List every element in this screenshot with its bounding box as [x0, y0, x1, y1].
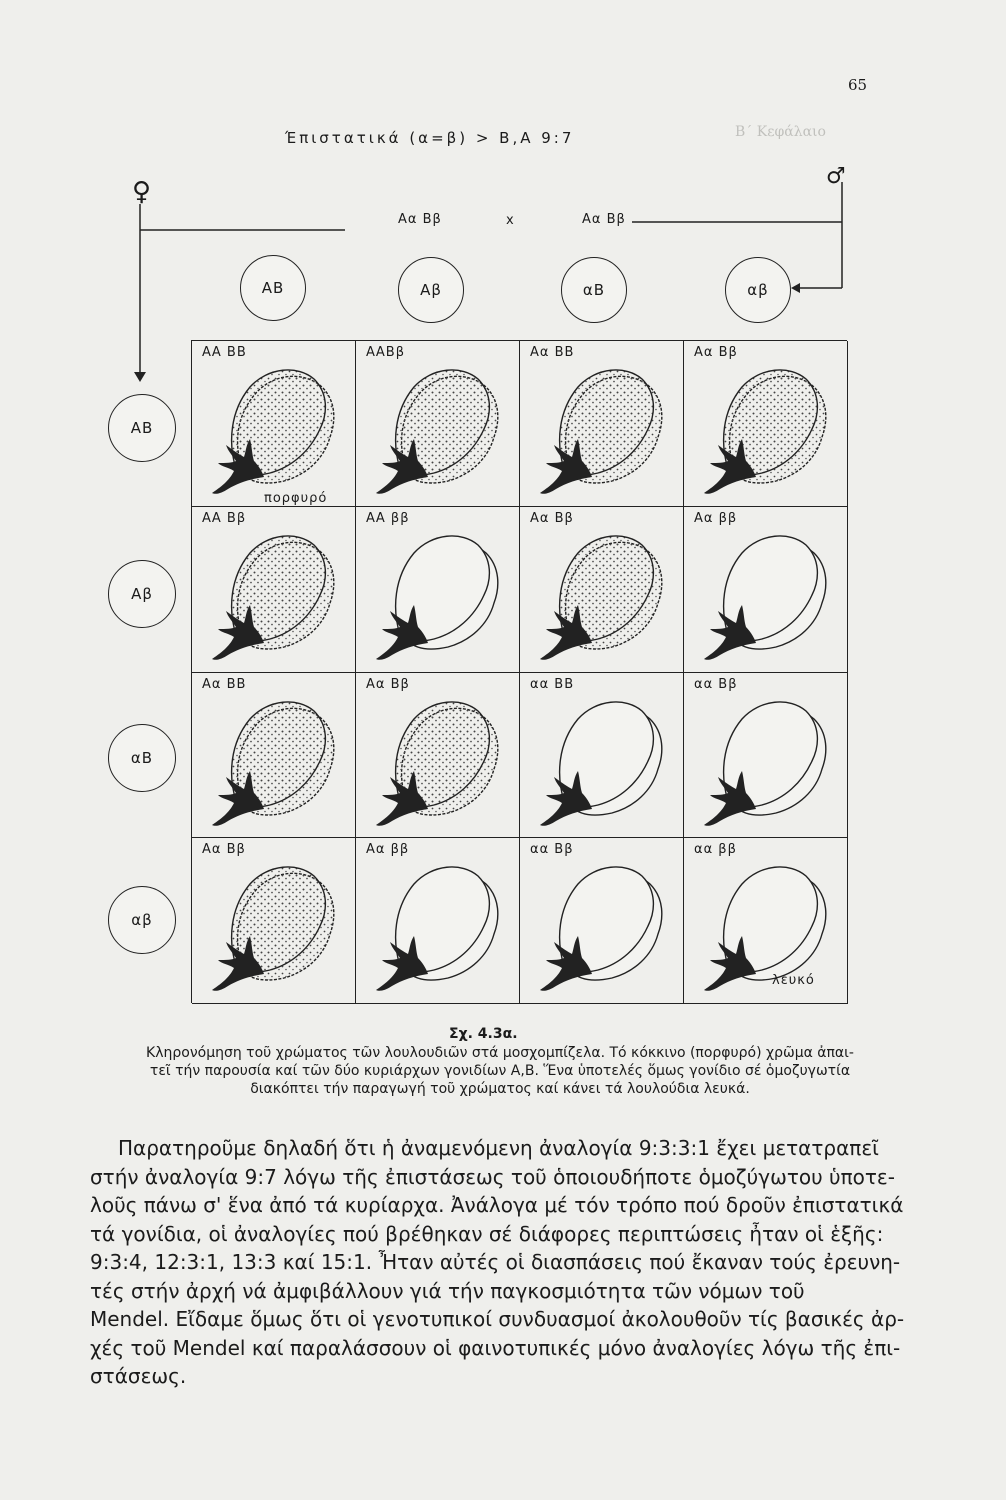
paragraph-line: Παρατηροῦμε δηλαδή ὅτι ἡ ἀναμενόμενη ἀναλογία 9:3:3:1 ἔχει μετατραπεῖ — [118, 1136, 879, 1160]
genotype-label: αα Ββ — [530, 842, 574, 858]
female-genotype: Αα Ββ — [398, 212, 442, 227]
white-flower-icon — [532, 860, 672, 1000]
punnett-cell — [192, 673, 356, 839]
caption-line: Κληρονόμηση τοῦ χρώματος τῶν λουλουδιῶν στά μοσχομπίζελα. Τό κόκκινο (πορφυρό) χρῶμα ἀπαι- — [146, 1045, 854, 1061]
genotype-label: αα ββ — [694, 842, 737, 858]
purple-flower-icon — [204, 529, 344, 669]
figure-caption — [90, 1044, 910, 1098]
punnett-cell — [356, 838, 520, 1004]
white-flower-icon — [368, 529, 508, 669]
white-flower-icon — [696, 860, 836, 1000]
punnett-cell — [684, 507, 848, 673]
paragraph-line: τά γονίδια, οἱ ἀναλογίες πού βρέθηκαν σέ διάφορες περιπτώσεις ἦταν οἱ ἑξῆς: — [90, 1221, 884, 1246]
punnett-cell — [520, 673, 684, 839]
purple-flower-icon — [532, 363, 672, 503]
punnett-cell — [684, 341, 848, 507]
purple-flower-icon — [368, 363, 508, 503]
purple-flower-icon — [532, 529, 672, 669]
male-genotype: Αα Ββ — [582, 212, 626, 227]
purple-flower-icon — [696, 363, 836, 503]
gamete-top-2: Αβ — [398, 257, 464, 323]
paragraph-line: 9:3:4, 12:3:1, 13:3 καί 15:1. Ἦταν αὐτές οἱ διασπάσεις πού ἔκαναν τούς ἐρευνη- — [90, 1250, 901, 1274]
paragraph-line: στάσεως. — [90, 1364, 187, 1388]
body-paragraph — [90, 1134, 910, 1391]
genotype-label: αα Ββ — [694, 676, 738, 692]
caption-line: διακόπτει τήν παραγωγή τοῦ χρώματος καί κάνει τά λουλούδια λευκά. — [250, 1081, 750, 1097]
genotype-label: Αα Ββ — [202, 842, 246, 858]
genotype-label: ΑΑ Ββ — [202, 510, 247, 526]
gamete-left-4: αβ — [108, 886, 176, 954]
caption-line: τεῖ τήν παρουσία καί τῶν δύο κυριάρχων γονιδίων Α,Β. Ἕνα ὑποτελές ὅμως γονίδιο σέ ὁμοζυγωτία — [149, 1063, 851, 1079]
genotype-label: Αα ββ — [366, 842, 410, 858]
punnett-square — [191, 340, 847, 1003]
punnett-cell — [684, 838, 848, 1004]
figure-header-title: Έπιστατικά (α=β) > Β,Α 9:7 — [285, 129, 575, 147]
punnett-cell — [520, 507, 684, 673]
gamete-left-2: Αβ — [108, 560, 176, 628]
gamete-left-1: ΑΒ — [108, 394, 176, 462]
gamete-top-4: αβ — [725, 257, 791, 323]
genotype-label: Αα Ββ — [694, 345, 738, 360]
white-flower-icon — [696, 529, 836, 669]
genotype-label: ΑΑ ββ — [366, 510, 410, 526]
paragraph-line: λοῦς πάνω σ' ἕνα ἀπό τά κυρίαρχα. Ἀνάλογα μέ τόν τρόπο πού δροῦν ἐπιστατικά — [90, 1193, 904, 1217]
punnett-cell — [520, 838, 684, 1004]
genotype-label: Αα Ββ — [366, 676, 410, 692]
punnett-cell — [684, 673, 848, 839]
figure-caption-title: Σχ. 4.3α. — [449, 1026, 518, 1042]
purple-label: πορφυρό — [264, 491, 328, 506]
purple-flower-icon — [204, 860, 344, 1000]
white-label: λευκό — [772, 973, 815, 988]
genotype-label: Αα ΒΒ — [530, 345, 575, 360]
paragraph-line: Mendel. Εἴδαμε ὅμως ὅτι οἱ γενοτυπικοί συνδυασμοί ἀκολουθοῦν τίς βασικές ἀρ- — [90, 1307, 905, 1331]
ghost-header: Β΄ Κεφάλαιο — [735, 124, 826, 140]
genotype-label: ΑΑ ΒΒ — [202, 345, 247, 360]
gamete-top-3: αΒ — [561, 257, 627, 323]
genotype-label: αα ΒΒ — [530, 676, 575, 692]
paragraph-line: στήν ἀναλογία 9:7 λόγω τῆς ἐπιστάσεως τοῦ ὁποιουδήποτε ὁμοζύγωτου ὑποτε- — [90, 1164, 895, 1189]
punnett-cell — [192, 838, 356, 1004]
cross-sign: x — [506, 213, 514, 228]
white-flower-icon — [368, 860, 508, 1000]
punnett-cell — [192, 341, 356, 507]
gamete-top-1: ΑΒ — [240, 255, 306, 321]
punnett-cell — [356, 341, 520, 507]
punnett-cell — [356, 673, 520, 839]
paragraph-line: χές τοῦ Mendel καί παραλάσσουν οἱ φαινοτυπικές μόνο ἀναλογίες λόγω τῆς ἐπι- — [90, 1335, 901, 1360]
punnett-cell — [520, 341, 684, 507]
genotype-label: Αα Ββ — [530, 510, 574, 526]
paragraph-line: τές στήν ἀρχή νά ἀμφιβάλλουν γιά τήν παγκοσμιότητα τῶν νόμων τοῦ — [90, 1278, 805, 1303]
female-symbol: ♀ — [132, 177, 152, 207]
genotype-label: Αα ββ — [694, 510, 738, 526]
white-flower-icon — [696, 695, 836, 835]
punnett-cell — [356, 507, 520, 673]
page-number: 65 — [848, 76, 868, 94]
white-flower-icon — [532, 695, 672, 835]
genotype-label: ΑΑΒβ — [366, 345, 406, 360]
purple-flower-icon — [204, 363, 344, 503]
gamete-left-3: αΒ — [108, 724, 176, 792]
purple-flower-icon — [368, 695, 508, 835]
male-symbol: ♂ — [826, 164, 846, 189]
genotype-label: Αα ΒΒ — [202, 676, 247, 692]
purple-flower-icon — [204, 695, 344, 835]
punnett-cell — [192, 507, 356, 673]
